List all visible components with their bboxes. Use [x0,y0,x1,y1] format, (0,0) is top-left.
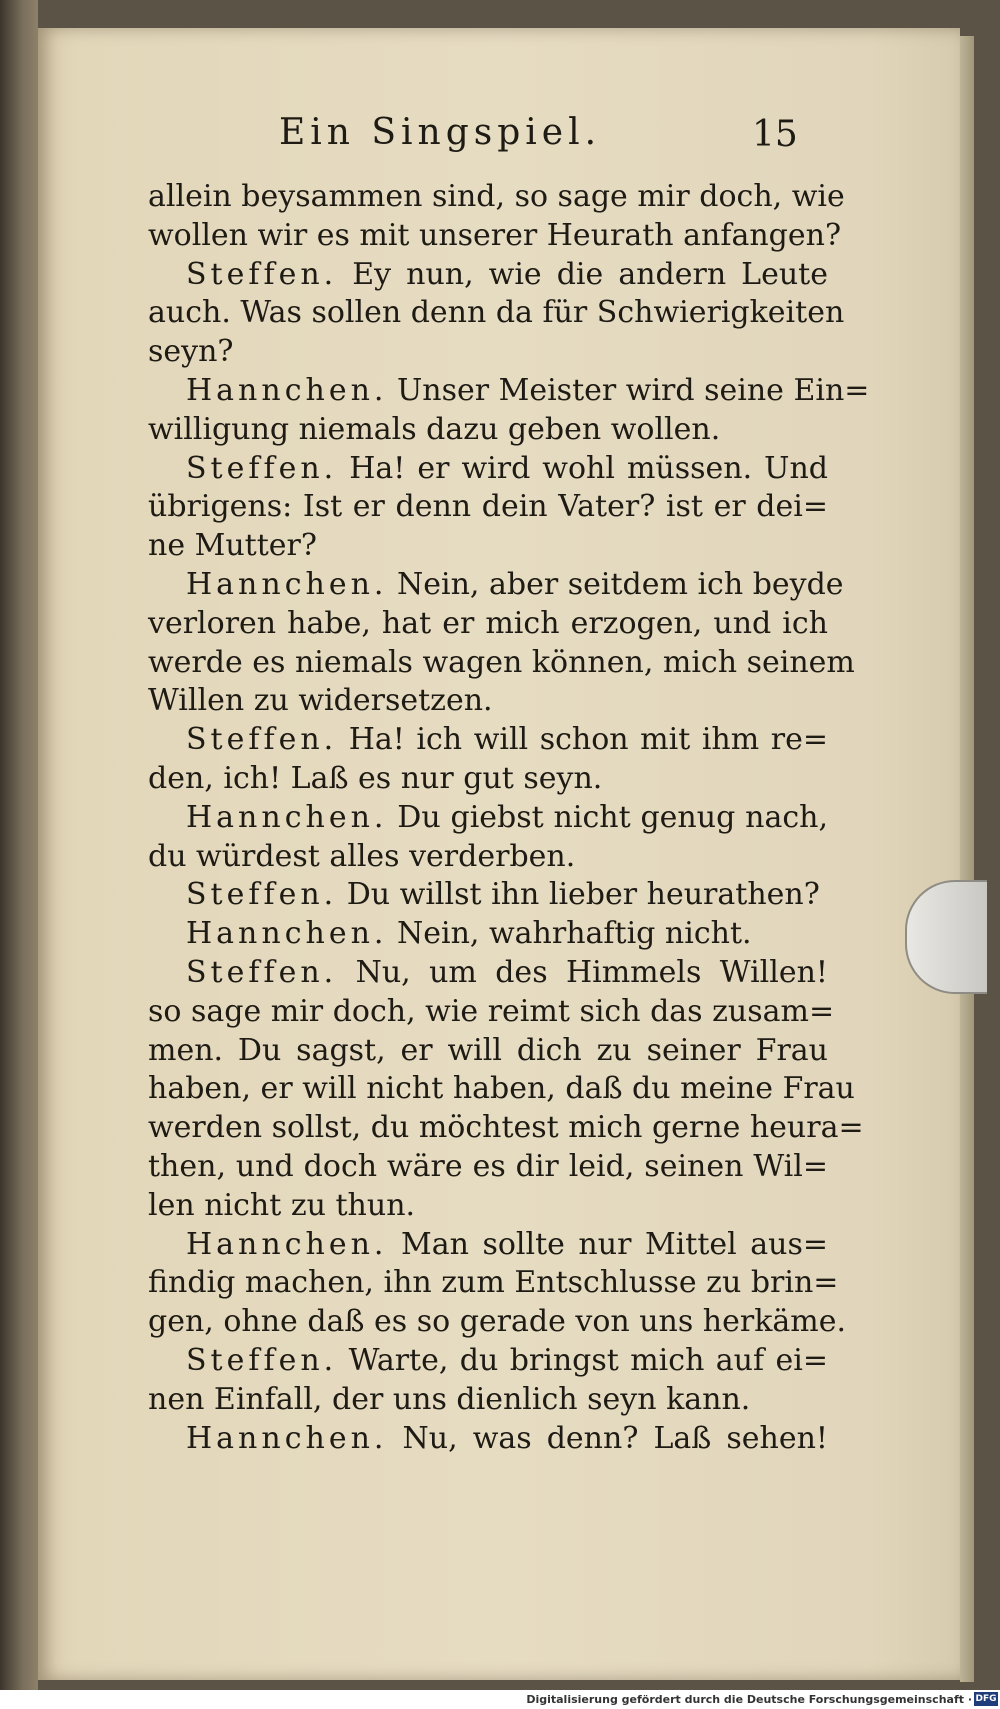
text-line [148,644,855,683]
running-header-title: Ein Singspiel. [278,112,602,153]
line-text: werden sollst, du möchtest mich gerne heura= [148,1110,864,1146]
line-text: Unser Meister wird seine Ein= [396,372,870,408]
text-line [148,1303,847,1342]
text-line [148,1342,828,1381]
line-text: Ey nun, wie die andern Leute [352,256,828,292]
text-line [148,411,828,450]
text-line [148,217,842,256]
text-line [148,527,828,566]
line-text: nen Einfall, der uns dienlich seyn kann. [148,1381,751,1417]
line-text: Du willst ihn lieber heurathen? [346,877,820,913]
speaker-name: Steffen. [186,954,338,990]
text-line [148,954,828,993]
text-line [148,566,844,605]
line-text: verloren habe, hat er mich erzogen, und ich [148,605,828,641]
line-text: ne Mutter? [148,528,317,564]
text-line [148,915,828,954]
speaker-name: Hannchen. [186,799,388,835]
speaker-name: Steffen. [186,877,338,913]
text-line [148,682,828,721]
page-text [148,178,870,1458]
line-text: haben, er will nicht haben, daß du meine Frau [148,1071,855,1107]
speaker-name: Steffen. [186,1342,338,1378]
line-text: wollen wir es mit unserer Heurath anfangen? [148,217,842,253]
text-line [148,1109,864,1148]
text-line [148,1420,828,1459]
text-line [148,372,870,411]
text-line [148,1381,828,1420]
line-text: Man sollte nur Mittel aus= [400,1226,828,1262]
line-text: werde es niemals wagen können, mich seinem [148,644,855,680]
page-number: 15 [752,114,798,155]
line-text: Ha! ich will schon mit ihm re= [348,722,828,758]
line-text: findig machen, ihn zum Entschlusse zu brin= [148,1265,839,1301]
line-text: then, und doch wäre es dir leid, seinen Wil= [148,1148,828,1184]
text-line [148,1148,828,1187]
text-line [148,760,828,799]
text-line [148,838,828,877]
text-line [148,256,828,295]
speaker-name: Steffen. [186,722,338,758]
text-line [148,1264,839,1303]
line-text: gen, ohne daß es so gerade von uns herkäme. [148,1304,847,1340]
text-line [148,876,828,915]
text-line [148,1187,828,1226]
line-text: übrigens: Ist er denn dein Vater? ist er dei= [148,489,828,525]
footer-credit: Digitalisierung gefördert durch die Deutsche Forschungsgemeinschaft · [526,1693,972,1706]
line-text: du würdest alles verderben. [148,838,576,874]
line-text: len nicht zu thun. [148,1187,416,1223]
text-line [148,721,828,760]
book-binding-edge [0,0,38,1690]
text-line [148,488,828,527]
line-text: den, ich! Laß es nur gut seyn. [148,760,603,796]
text-line [148,333,828,372]
speaker-name: Steffen. [186,256,338,292]
speaker-name: Hannchen. [186,1420,388,1456]
line-text: Du giebst nicht genug nach, [397,799,828,835]
line-text: Willen zu widersetzen. [148,683,493,719]
dfg-logo: DFG [975,1694,997,1704]
line-text: allein beysammen sind, so sage mir doch, wie [148,179,845,214]
line-text: men. Du sagst, er will dich zu seiner Frau [148,1032,828,1068]
speaker-name: Hannchen. [186,566,388,602]
text-line [148,294,845,333]
line-text: so sage mir doch, wie reimt sich das zusam= [148,993,835,1029]
speaker-name: Hannchen. [186,1226,388,1262]
line-text: Nu, um des Himmels Willen! [355,954,828,990]
text-line [148,1032,828,1071]
line-text: Nein, aber seitdem ich beyde [396,566,844,602]
line-text: seyn? [148,334,234,370]
text-line [148,1070,855,1109]
speaker-name: Hannchen. [186,372,388,408]
text-line [148,799,828,838]
speaker-name: Steffen. [186,450,338,486]
text-line [148,993,835,1032]
page-stack-edge [960,36,974,1682]
line-text: willigung niemals dazu geben wollen. [148,411,721,447]
text-line [148,1226,828,1265]
text-line [148,450,828,489]
text-line [148,605,828,644]
line-text: Ha! er wird wohl müssen. Und [349,450,828,486]
text-line [148,178,845,217]
line-text: auch. Was sollen denn da für Schwierigkeiten [148,295,845,331]
line-text: Nu, was denn? Laß sehen! [402,1420,828,1456]
speaker-name: Hannchen. [186,916,388,952]
line-text: Nein, wahrhaftig nicht. [396,916,752,952]
line-text: Warte, du bringst mich auf ei= [348,1342,828,1378]
page-clip-tab [905,880,987,994]
